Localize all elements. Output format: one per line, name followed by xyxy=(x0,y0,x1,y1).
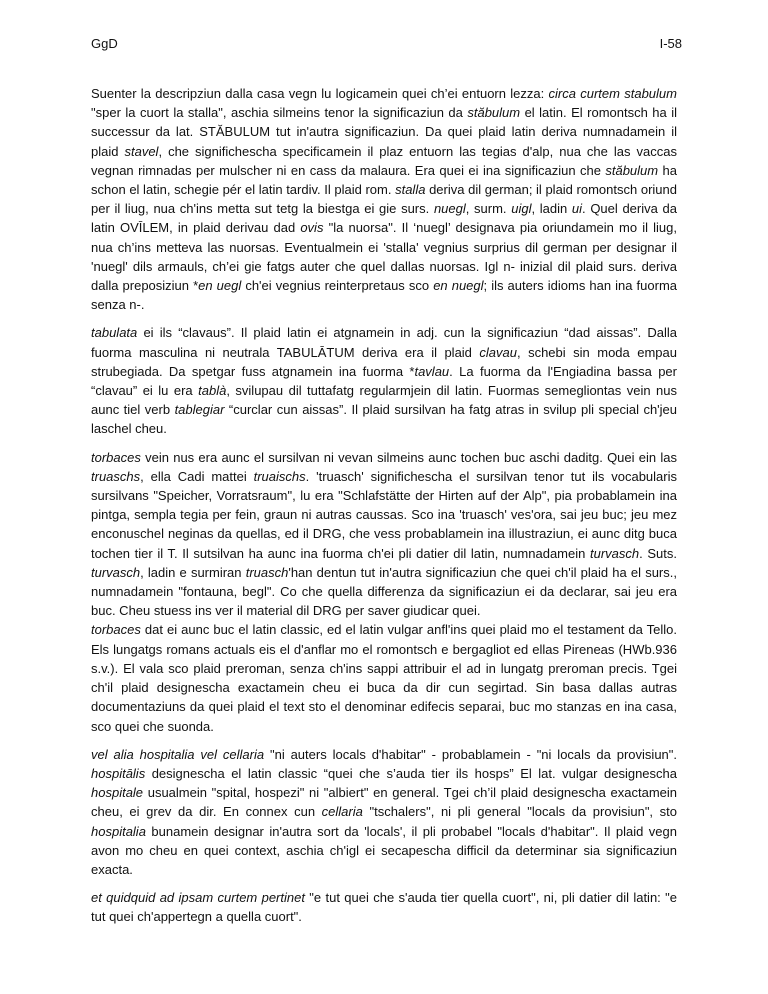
italic-term: truaischs xyxy=(253,468,306,484)
text-run: ei ils “clavaus”. Il plaid latin ei atgnamein in adj. cun la significaziun “dad aissas”. Dalla fuorma masculina ni neutrala TABULĀTUM deriva era il plaid xyxy=(91,325,677,360)
italic-term: stăbulum xyxy=(467,105,521,121)
italic-term: torbaces xyxy=(91,449,141,465)
italic-term: hospitale xyxy=(91,785,144,801)
text-run: , schebi sin moda empau strubegiada. Da spetgar fuss atgnamein ina fuorma * xyxy=(91,344,677,379)
text-run: , che significhescha specificamein il plaz entuorn las tegias d'alp, nua che las vaccas vegnan rimnadas per mulscher ni en cass da malaura. Era quei ei ina significaziun che xyxy=(91,143,677,178)
italic-term: turvasch xyxy=(91,564,141,580)
italic-term: torbaces xyxy=(91,622,141,638)
text-run: . La fuorma da l'Engiadina bassa per “clavau” ei lu era xyxy=(91,363,677,399)
text-run: “curclar cun aissas”. Il plaid sursilvan ha fatg atras in svilup pli special ch'jeu laschel cheu. xyxy=(91,402,678,437)
page-number: I-58 xyxy=(659,36,682,51)
paragraph xyxy=(91,888,677,926)
italic-term: tablà xyxy=(198,383,227,399)
text-run: deriva dil german; il plaid romontsch oriund per il liug, nua ch'ins metta sut tetg la biestga ei gie surs. xyxy=(91,182,677,217)
italic-term: ui xyxy=(571,201,583,217)
text-run: ; ils auters idioms han ina fuorma senza n-. xyxy=(91,278,678,313)
text-run: "la nuorsa". Il ‘nuegl’ designava pia oriundamein mo il liug, nua ch’ins metteva las nuorsas. Eventualmein ei 'stalla' vegnius surprius dil german per designar il 'nuegl' dils armauls, ch’ei gie fatgs auter che quel dallas nuorsas. Igl n- inizial dil plaid surs. deriva dalla preposiziun * xyxy=(91,220,677,294)
text-run: "ni auters locals d'habitar" - probablamein - "ni locals da provisiun". xyxy=(264,746,678,762)
text-run: 'han dentun tut in'autra significaziun che quei ch'il plaid ha el surs., numnadamein "fontauna, begl". Co che quella differenza da significaziun ei da declarar, sai jeu era buc. Cheu stuess ins ver il material dil DRG per saver giudicar quei. xyxy=(91,564,677,619)
italic-term: et quidquid ad ipsam curtem pertinet xyxy=(91,890,305,906)
text-run: . Suts. xyxy=(639,545,677,561)
text-run: "tschalers", ni pli generаl "locals da provisiun", sto xyxy=(362,804,677,820)
text-run: Suenter la descripziun dalla casa vegn lu logicamein quei ch’ei entuorn lezza: xyxy=(91,86,549,101)
italic-term: clavau xyxy=(479,344,517,360)
italic-term: truaschs xyxy=(91,468,141,484)
text-run: , surm. xyxy=(465,201,512,217)
text-run: , svilupau dil tuttafatg regularmjein dil latin. Fuormas semegliontas vein nus aunc tiel verb xyxy=(91,383,677,418)
body-text xyxy=(91,84,677,936)
text-run: "e tut quei che s'auda tier quella cuort", ni, pli datier dil latin: "e tut quei ch'appertegn a quella cuort". xyxy=(91,890,677,925)
italic-term: vel alia hospitalia vel cellaria xyxy=(91,746,265,762)
paragraph xyxy=(91,620,677,735)
text-run: ha schon el latin, schegie pér el latin tardiv. Il plaid rom. xyxy=(91,162,677,198)
italic-term: turvasch xyxy=(589,545,640,561)
italic-term: cellaria xyxy=(321,804,363,820)
italic-term: uigl xyxy=(511,201,532,217)
text-run: usualmein "spital, hospezi" ni "albiert" en general. Tgei ch’il plaid designescha exactamein cheu, ei grev da dir. En connex cun xyxy=(91,785,677,820)
text-run: designescha el latin classic “quei che s’auda tier ils hosps” El lat. vulgar designescha xyxy=(145,765,677,781)
italic-term: en nuegl xyxy=(433,278,484,294)
paragraph xyxy=(91,323,677,438)
text-run: . Quel deriva da latin OVĪLEM, in plaid derivau dad xyxy=(91,201,677,236)
italic-term: stalla xyxy=(395,182,426,198)
text-run: el latin. El romontsch ha il successur da lat. STĂBULUM tut in'autra significaziun. Da quei plaid latin deriva numnadamein il plaid xyxy=(91,105,677,159)
italic-term: hospitālis xyxy=(91,765,146,781)
italic-term: en uegl xyxy=(198,278,242,294)
text-run: vein nus era aunc el sursilvan ni vevan silmeins aunc tochen buc aschi daditg. Quei ein las xyxy=(140,449,677,465)
paragraph xyxy=(91,448,677,621)
text-run: bunamein designar in'autra sort da 'locals', il pli probabel "locals d'habitar". Il plaid vegn avon mo cheu en quei context, aschia ch'igl ei secapescha difficil da determinar sia significaziun exacta. xyxy=(91,823,677,877)
text-run: dat ei aunc buc el latin classic, ed el latin vulgar anfl'ins quei plaid mo el testament da Tello. Els lungatgs romans actuals eis el d'anflar mo el romontsch e bergagliot ed ellas Pireneas (HWb.936 s.v.). El vala sco plaid preroman, senza ch'ins sappi attribuir el ad in lungatg preroman precis. Tgei ch'il plaid designescha exactamein cheu ei buca da dir cun segirtad. Sin basa dallas autras documentaziuns da quei plaid el text sto el denominar edifecis separai, buc mo stanzas en ina casa, sco quei che suonda. xyxy=(91,622,677,734)
italic-term: stăbulum xyxy=(605,162,659,178)
text-run: "sper la cuort la stalla", aschia silmeins tenor la significaziun da xyxy=(91,105,468,121)
text-run: , ella Cadi mattei xyxy=(140,468,254,484)
italic-term: nuegl xyxy=(433,201,466,217)
page-header xyxy=(91,36,682,56)
text-run: . 'truasch' significhescha el sursilvan tenor tut ils vocabularis sursilvans "Speicher, Vorratsraum", lu era "Schlafstätte der Hirten auf der Alp", pia probablamein ina pintga, sempla tegia per fein, graun ni autras caussas. Sco ina 'truasch' ves'ora, sai jeu buc; jeu mez enconuschel neginas da quellas, ed il DRG, che vess probablamein ina illustraziun, ei aunc ditg buca tochen tier il T. Il sutsilvan ha aunc ina fuorma ch'ei pli datier dil latin, numnadamein xyxy=(91,468,677,561)
italic-term: hospitalia xyxy=(91,823,146,839)
header-left: GgD xyxy=(91,36,118,51)
text-run: ch'ei vegnius reinterpretaus sco xyxy=(241,278,434,294)
italic-term: tabulata xyxy=(91,325,138,341)
italic-term: circa curtem stabulum xyxy=(548,86,677,101)
italic-term: tablegiar xyxy=(174,402,225,418)
italic-term: truasch xyxy=(245,564,289,580)
text-run: , ladin e surmiran xyxy=(140,564,246,580)
italic-term: tavlau xyxy=(414,363,450,379)
italic-term: stavel xyxy=(124,143,159,159)
paragraph xyxy=(91,745,677,879)
italic-term: ovis xyxy=(300,220,324,236)
text-run: , ladin xyxy=(531,201,572,217)
paragraph xyxy=(91,84,677,314)
